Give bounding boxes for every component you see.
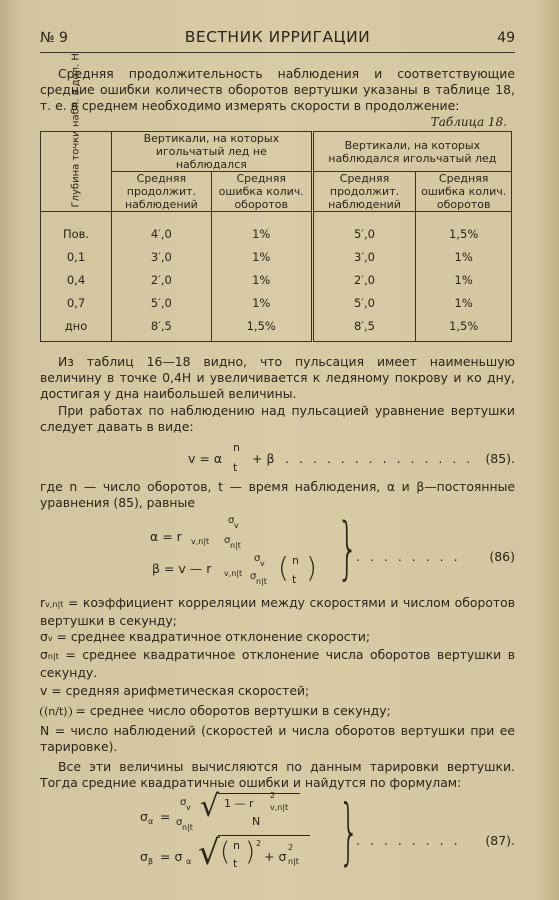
table-row xyxy=(41,268,512,291)
eq87-a-root-num-sub: v,n|t xyxy=(270,803,289,812)
cell-b-duration: 2′,0 xyxy=(312,268,416,291)
eq87-a-root-bar xyxy=(218,793,300,794)
eq86-beta-sub: v,n|t xyxy=(224,569,243,578)
definition-sigma-v: σv = среднее квадратичное отклонение скорости; xyxy=(40,629,371,644)
equation-85 xyxy=(40,435,515,479)
eq86-alpha-den: σ xyxy=(224,535,231,546)
eq87-b-plus-sup: 2 xyxy=(288,843,294,852)
cell-a-duration: 5′,0 xyxy=(112,291,212,314)
cell-b-duration: 5′,0 xyxy=(312,212,416,246)
eq87-a-den: σ xyxy=(176,817,183,828)
eq86-beta-num: σ xyxy=(254,553,261,564)
col-a-duration: Средняя продолжит. наблюдений xyxy=(112,172,212,212)
eq85-den: t xyxy=(233,461,238,474)
eq87-a-root-num-sup: 2 xyxy=(270,791,276,800)
cell-b-duration: 3′,0 xyxy=(312,245,416,268)
eq87-b-paren-num: n xyxy=(233,839,240,852)
cell-a-error: 1% xyxy=(211,291,312,314)
eq86-paren-num: n xyxy=(292,554,299,567)
journal-title: ВЕСТНИК ИРРИГАЦИИ xyxy=(184,28,371,46)
cell-b-error: 1% xyxy=(416,291,512,314)
cell-a-duration: 8′,5 xyxy=(112,314,212,342)
eq87-a-root-num: 1 — r xyxy=(224,797,254,810)
eq87-a-lhs-sub: α xyxy=(148,817,154,826)
paragraph-equation-intro: При работах по наблюдению над пульсацией уравнение вертушки следует давать в виде: xyxy=(40,403,515,434)
eq87-b-lhs: σ xyxy=(140,849,148,864)
cell-a-error: 1% xyxy=(211,212,312,246)
table-row xyxy=(41,314,512,342)
eq87-b-eq-sub: α xyxy=(186,857,192,866)
eq87-label: (87). xyxy=(485,833,515,848)
eq86-brace: } xyxy=(336,509,359,588)
cell-a-error: 1% xyxy=(211,268,312,291)
row-level: Пов. xyxy=(41,212,112,246)
depth-header: Глубина точки набл. в дол. H xyxy=(70,53,82,208)
eq86-paren-den: t xyxy=(292,573,297,586)
group-a-header: Вертикали, на которых игольчатый лед не наблюдался xyxy=(112,132,313,172)
definition-n-over-t: (n/t) = среднее число оборотов вертушки в секунду; xyxy=(40,703,515,719)
eq87-b-eq: = σ xyxy=(160,849,183,864)
eq86-paren-left: ( xyxy=(278,551,289,584)
eq87-b-plus-sub: n|t xyxy=(288,857,299,866)
eq87-b-paren-right: ) xyxy=(245,837,256,867)
page-number: 49 xyxy=(497,30,515,46)
eq87-a-root: √ xyxy=(200,789,220,824)
eq86-beta-den: σ xyxy=(250,571,257,582)
col-b-duration: Средняя продолжит. наблюдений xyxy=(312,172,416,212)
eq87-b-paren-den: t xyxy=(233,857,238,870)
col-a-error: Средняя ошибка колич. оборотов xyxy=(211,172,312,212)
eq86-label: (86) xyxy=(489,549,515,564)
cell-b-error: 1% xyxy=(416,245,512,268)
cell-b-duration: 5′,0 xyxy=(312,291,416,314)
equation-87 xyxy=(40,789,515,879)
depth-header-cell xyxy=(41,53,112,212)
definition-r: rv,n|t = коэффициент корреляции между скоростями и числом оборотов вертушки в секунду; xyxy=(40,595,515,628)
eq87-b-root-bar xyxy=(218,835,310,836)
page-header xyxy=(40,0,515,53)
eq87-b-root: √ xyxy=(198,833,220,873)
definitions-list xyxy=(40,595,515,755)
table-row xyxy=(41,245,512,268)
row-level: 0,7 xyxy=(41,291,112,314)
group-b-header: Вертикали, на которых наблюдался игольчатый лед xyxy=(312,132,511,172)
equation-86 xyxy=(40,511,515,595)
cell-a-error: 1% xyxy=(211,245,312,268)
row-level: 0,1 xyxy=(41,245,112,268)
cell-b-duration: 8′,5 xyxy=(312,314,416,342)
cell-b-error: 1% xyxy=(416,268,512,291)
cell-a-error: 1,5% xyxy=(211,314,312,342)
eq87-a-eq: = xyxy=(160,809,171,824)
eq86-alpha-num-sub: v xyxy=(234,521,239,530)
definition-sigma-nt: σn|t = среднее квадратичное отклонение числа оборотов вертушки в секунду. xyxy=(40,647,515,680)
eq87-a-lhs: σ xyxy=(140,809,148,824)
eq86-dots: . . . . . . . . xyxy=(356,549,461,564)
issue-number: № 9 xyxy=(40,30,68,46)
eq86-beta-den-sub: n|t xyxy=(256,577,267,586)
paragraph-where: где n — число оборотов, t — время наблюдения, α и β—постоянные уравнения (85), равные xyxy=(40,479,515,510)
paragraph-intro: Средняя продолжительность наблюдения и соответствующие средние ошибки количеств оборотов вертушки указаны в таблице 18, т. е. в среднем необходимо измерять скорости в продолжение: xyxy=(40,66,515,113)
eq87-brace: } xyxy=(338,789,360,873)
cell-a-duration: 4′,0 xyxy=(112,212,212,246)
eq87-dots: . . . . . . . . xyxy=(356,833,461,848)
eq86-paren-right: ) xyxy=(306,551,317,584)
eq86-alpha-lhs: α = r xyxy=(150,529,182,544)
eq85-num: n xyxy=(233,441,240,454)
col-b-error: Средняя ошибка колич. оборотов xyxy=(416,172,512,212)
table-row xyxy=(41,291,512,314)
paragraph-calibration: Все эти величины вычисляются по данным тарировки вертушки. Тогда средние квадратичные ошибки и найдутся по формулам: xyxy=(40,759,515,790)
cell-b-error: 1,5% xyxy=(416,314,512,342)
eq87-b-sup: 2 xyxy=(256,839,262,848)
eq87-a-den-sub: n|t xyxy=(182,823,193,832)
eq87-a-num: σ xyxy=(180,797,187,808)
definition-v: v = средняя арифметическая скоростей; xyxy=(40,683,310,698)
eq87-b-plus: + σ xyxy=(264,849,287,864)
eq86-beta-num-sub: v xyxy=(260,559,265,568)
row-level: дно xyxy=(41,314,112,342)
cell-a-duration: 2′,0 xyxy=(112,268,212,291)
eq86-alpha-num: σ xyxy=(228,515,235,526)
eq85-rhs: + β xyxy=(252,451,275,466)
eq86-beta-lhs: β = v — r xyxy=(152,561,212,576)
eq85-lhs: v = α xyxy=(188,451,223,466)
table-row xyxy=(41,212,512,246)
eq86-alpha-den-sub: n|t xyxy=(230,541,241,550)
table-caption: Таблица 18. xyxy=(430,115,507,129)
row-level: 0,4 xyxy=(41,268,112,291)
paragraph-pulsation: Из таблиц 16—18 видно, что пульсация имеет наименьшую величину в точке 0,4H и увеличивается к ледяному покрову и ко дну, достигая у дна наибольшей величины. xyxy=(40,354,515,401)
eq85-dots: . . . . . . . . . . . . . . xyxy=(285,451,474,466)
cell-b-error: 1,5% xyxy=(416,212,512,246)
eq87-b-lhs-sub: β xyxy=(148,857,154,866)
eq87-a-root-den: N xyxy=(252,815,261,828)
eq87-b-paren-left: ( xyxy=(220,837,231,867)
cell-a-duration: 3′,0 xyxy=(112,245,212,268)
definition-N: N = число наблюдений (скоростей и числа оборотов вертушки при ее тарировке). xyxy=(40,723,515,754)
eq87-a-num-sub: v xyxy=(186,803,191,812)
eq86-alpha-sub: v,n|t xyxy=(191,537,210,546)
eq85-label: (85). xyxy=(485,451,515,466)
